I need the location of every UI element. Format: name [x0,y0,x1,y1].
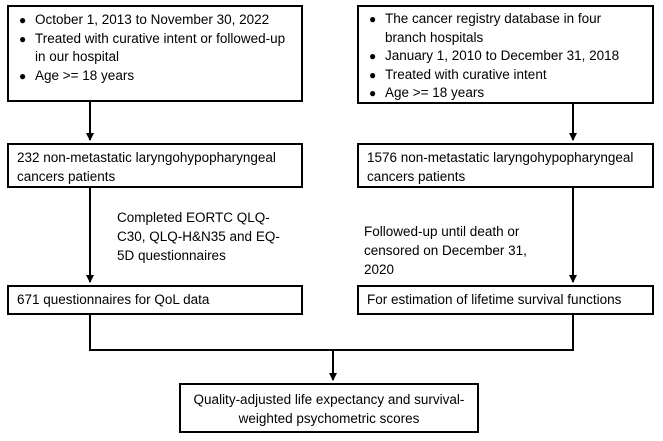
left-criteria-item: ● Treated with curative intent or followed-up in our hospital [15,30,295,67]
right-criteria-item: ● Treated with curative intent [365,66,646,85]
left-result-text: 671 questionnaires for QoL data [17,292,210,307]
left-result-box [7,285,303,315]
right-patients-text: 1576 non-metastatic laryngohypopharyngeal cancers patients [367,150,634,184]
right-criteria-item: ● January 1, 2010 to December 31, 2018 [365,47,646,66]
right-step-note: Followed-up until death or censored on December 31, 2020 [364,224,527,277]
right-criteria-item: ● The cancer registry database in four branch hospitals [365,10,646,47]
final-outcome-box [179,383,479,433]
left-criteria-item: ● Age >= 18 years [15,67,295,86]
left-patients-box [7,143,303,188]
left-patients-text: 232 non-metastatic laryngohypopharyngeal cancers patients [17,150,276,184]
right-criteria-item: ● Age >= 18 years [365,84,646,103]
right-patients-box [357,143,654,188]
right-criteria-box [357,5,654,104]
left-criteria-box [7,5,303,102]
final-outcome-text: Quality-adjusted life expectancy and survival-weighted psychometric scores [193,392,465,426]
left-step-note: Completed EORTC QLQ-C30, QLQ-H&N35 and EQ-5D questionnaires [117,210,280,263]
left-criteria-item: ● October 1, 2013 to November 30, 2022 [15,11,295,30]
right-result-text: For estimation of lifetime survival functions [367,292,622,307]
right-result-box [357,285,654,315]
